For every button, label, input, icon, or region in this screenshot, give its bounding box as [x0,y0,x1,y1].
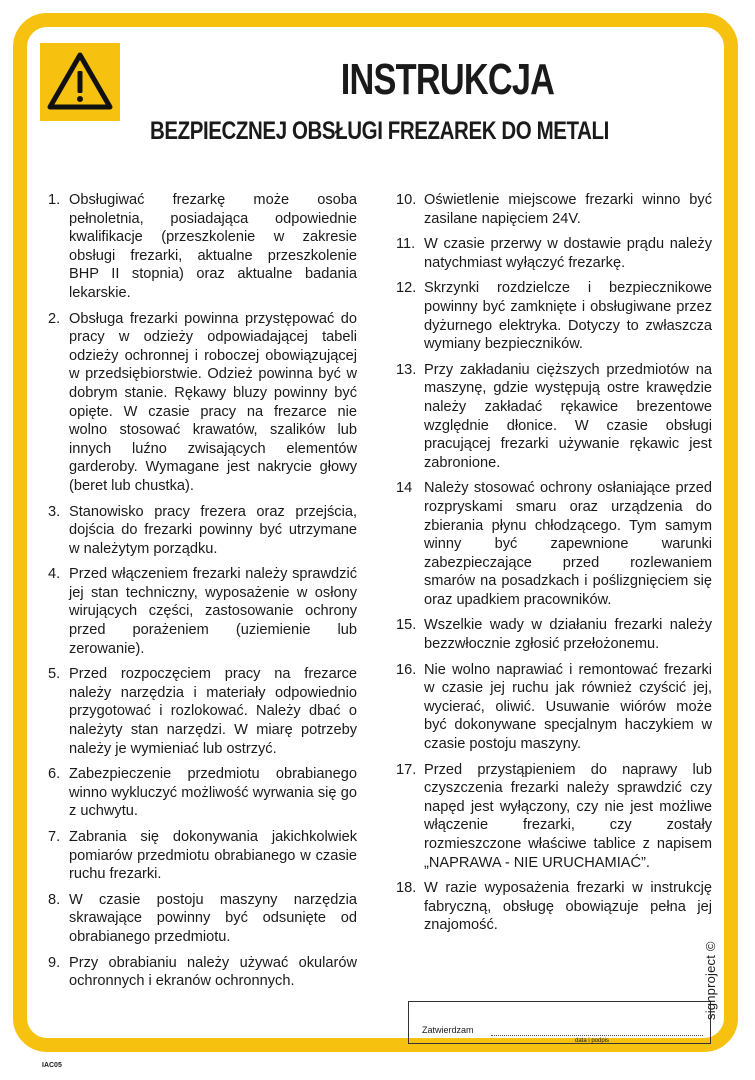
item-text: Przy zakładaniu cięższych przedmiotów na maszynę, gdzie występują ostre krawędzie należy zakładać rękawice brezentowe względnie dłonice. W czasie obsługi pracującej frezarki używanie rękawic jest zabronione. [424,361,712,471]
item-number: 11. [396,236,416,253]
item-number: 8. [48,891,61,908]
item-text: Wszelkie wady w działaniu frezarki należy bezzwłocznie zgłosić przełożonemu. [424,617,712,653]
item-number: 18. [396,880,417,897]
item-text: Stanowisko pracy frezera oraz przejścia, dojścia do frezarki powinny być utrzymane w należytym porządku. [69,503,357,557]
approval-label: Zatwierdzam [422,1025,474,1035]
item-text: W czasie przerwy w dostawie prądu należy natychmiast wyłączyć frezarkę. [424,236,712,271]
page-subtitle: BEZPIECZNEJ OBSŁUGI FREZAREK DO METALI [149,117,609,145]
list-item [396,235,712,272]
item-number: 13. [396,361,417,378]
list-item [396,616,712,653]
item-text: Oświetlenie miejscowe frezarki winno być zasilane napięciem 24V. [424,192,712,227]
item-text: W razie wyposażenia frezarki w instrukcję fabryczną, obsługę obowiązuje pełna jej znajomość. [424,880,712,934]
item-number: 2. [48,310,61,327]
item-number: 15. [396,617,417,634]
item-text: Obsługiwać frezarkę może osoba pełnoletnia, posiadająca odpowiednie kwalifikacje (przeszkolenie w zakresie obsługi frezarki, aktualne przeszkolenie BHP II stopnia) oraz aktualne badania lekarskie. [69,192,357,301]
approval-box [408,1001,711,1044]
list-item [48,565,357,658]
item-text: W czasie postoju maszyny narzędzia skrawające powinny być odsunięte od obrabianego przedmiotu. [69,891,357,945]
warning-triangle-icon [40,43,120,121]
item-number: 4. [48,566,61,583]
list-item [396,879,712,935]
copyright-text: signproject © [703,941,718,1020]
item-text: Skrzynki rozdzielcze i bezpiecznikowe powinny być zamknięte i obsługiwane przez dyżurnego elektryka. Dotyczy to zwłaszcza wymiany bezpieczników. [424,280,712,353]
warning-sign [40,43,120,121]
item-number: 14 [396,480,413,497]
item-text: Przed włączeniem frezarki należy sprawdzić jej stan techniczny, wyposażenie w osłony wirujących części, zastosowanie ochrony przed porażeniem (uziemienie lub zerowanie). [69,566,357,657]
list-item [48,310,357,496]
list-item [48,765,357,821]
item-number: 17. [396,761,417,778]
page-title: INSTRUKCJA [340,55,555,104]
list-item [48,665,357,758]
list-item [396,279,712,353]
item-text: Nie wolno naprawiać i remontować frezarki w czasie jej ruchu jak również czyścić jej, wycierać, oliwić. Usuwanie wiórów może być dokonywane specjalnym haczykiem w czasie postoju maszyny. [424,661,712,753]
item-number: 7. [48,829,61,845]
item-number: 9. [48,954,61,971]
instructions-right-column [396,191,712,942]
list-item [48,891,357,947]
list-item [396,479,712,609]
item-text: Przed rozpoczęciem pracy na frezarce należy narzędzia i materiały odpowiednio przygotować i rozlokować. Należy dbać o należyty stan narzędzi. W miarę potrzeby należy je wymieniać lub ostrzyć. [69,666,357,757]
list-item [396,761,712,873]
item-text: Przed przystąpieniem do naprawy lub czyszczenia frezarki należy sprawdzić czy napęd jest wyłączony, czy nie jest możliwe włączenie frezarki, czy zostały rozmieszczone właściwe tablice z napisem „NAPRAWA - NIE URUCHAMIAĆ”. [424,761,712,871]
list-item [48,503,357,559]
item-number: 16. [396,661,417,678]
item-text: Należy stosować ochrony osłaniające przed rozpryskami smaru oraz urządzenia do zbierania płynu chłodzącego. Tym samym winny być zapewnione warunki zabezpieczające przed rozlewaniem smarów na posadzkach i poślizgnięciem się oraz upadkiem pracowników. [424,480,712,608]
item-number: 3. [48,503,61,520]
instructions-left-column [48,191,357,998]
list-item [48,828,357,884]
item-text: Przy obrabianiu należy używać okularów ochronnych i ekranów ochronnych. [69,954,357,990]
item-text: Zabezpieczenie przedmiotu obrabianego winno wykluczyć możliwość wyrwania się go z uchwytu. [69,766,357,820]
product-code: IAC05 [42,1062,62,1069]
list-item [48,191,357,303]
signature-line [491,1035,703,1036]
item-number: 5. [48,666,61,683]
list-item [396,661,712,754]
signature-hint: data i podpis [575,1038,610,1044]
list-item [396,361,712,473]
list-item [48,954,357,991]
item-number: 12. [396,280,417,297]
item-text: Obsługa frezarki powinna przystępować do pracy w odzieży odpowiadającej tabeli odzieży ochronnej i roboczej obowiązującej w przedsiębiorstwie. Odzież powinna być w dobrym stanie. Rękawy bluzy powinny być opięte. W czasie pracy na frezarce nie wolno stosować krawatów, szalików lub innych luźno zwisających elementów garderoby. Wymagane jest nakrycie głowy (beret lub chustka). [69,310,357,494]
list-item [396,191,712,228]
item-number: 1. [48,192,61,208]
item-number: 10. [396,192,417,208]
item-number: 6. [48,766,61,783]
item-text: Zabrania się dokonywania jakichkolwiek pomiarów przedmiotu obrabianego w czasie ruchu frezarki. [69,829,357,883]
